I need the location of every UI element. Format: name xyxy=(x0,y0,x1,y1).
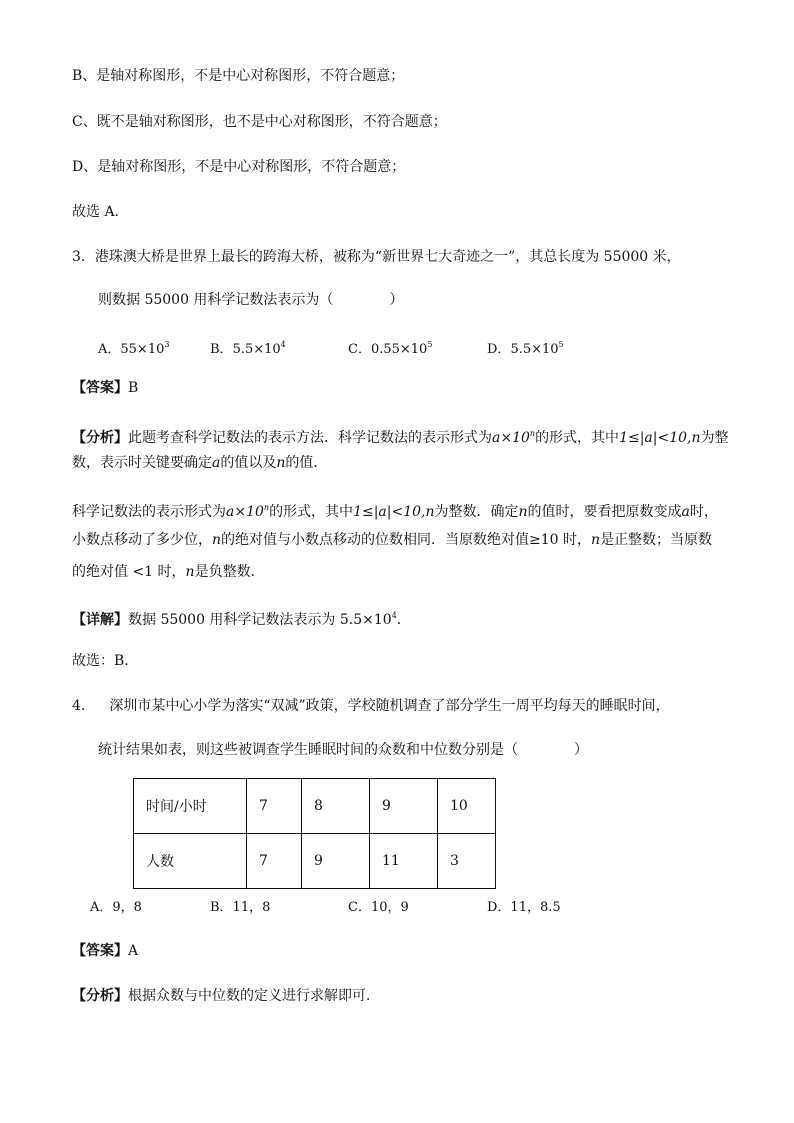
q3-analysis-line1: 【分析】此题考查科学记数法的表示方法．科学记数法的表示形式为$a\times 10^n$的形式，其中1≤|a|<10,n为整 xyxy=(72,429,729,446)
q3-answer: 【答案】B xyxy=(72,380,139,396)
table-cell: 3 xyxy=(438,834,496,889)
q3-analysis-line2: 数，表示时关键要确定a的值以及n的值． xyxy=(72,455,328,471)
q4-option-d: D．11，8.5 xyxy=(487,900,561,915)
q4-option-a: A．9，8 xyxy=(90,900,142,915)
table-cell: 时间/小时 xyxy=(134,779,247,834)
q3-option-a: A．$55\times 10^3$ xyxy=(98,340,170,357)
q3-option-c: C．$0.55\times 10^5$ xyxy=(348,340,433,357)
table-cell: 11 xyxy=(370,834,438,889)
table-cell: 8 xyxy=(302,779,370,834)
option-d-explanation: D、是轴对称图形，不是中心对称图形，不符合题意； xyxy=(72,159,406,175)
q4-stem-line1: 4. 深圳市某中心小学为落实“双减”政策，学校随机调查了部分学生一周平均每天的睡眠时间， xyxy=(72,698,670,714)
q3-body-line2: 小数点移动了多少位，n的绝对值与小数点移动的位数相同．当原数绝对值≥10 时，n是正整数；当原数 xyxy=(72,532,713,548)
q4-stem-line2: 统计结果如表，则这些被调查学生睡眠时间的众数和中位数分别是（ ） xyxy=(98,742,588,758)
table-cell: 9 xyxy=(370,779,438,834)
table-cell: 7 xyxy=(247,834,302,889)
sleep-time-table xyxy=(133,778,496,889)
prev-conclusion: 故选 A． xyxy=(72,204,129,220)
q3-detail: 【详解】数据 55000 用科学记数法表示为 $5.5\times 10^4$． xyxy=(72,611,411,628)
q4-answer: 【答案】A xyxy=(72,943,139,959)
q4-option-c: C．10，9 xyxy=(348,900,409,915)
q3-body-line1: 科学记数法的表示形式为$a\times 10^n$的形式，其中1≤|a|<10,n为整数．确定n的值时，要看把原数变成a时， xyxy=(72,503,718,520)
table-row xyxy=(134,834,496,889)
table-cell: 10 xyxy=(438,779,496,834)
q3-conclusion: 故选：B． xyxy=(72,653,139,669)
table-row xyxy=(134,779,496,834)
q3-option-b: B．$5.5\times 10^4$ xyxy=(210,340,286,357)
table-cell: 9 xyxy=(302,834,370,889)
q3-stem-line2: 则数据 55000 用科学记数法表示为（ ） xyxy=(98,292,404,308)
q3-stem-line1: 3．港珠澳大桥是世界上最长的跨海大桥，被称为“新世界七大奇迹之一”，其总长度为 55000 米， xyxy=(72,249,681,265)
option-b-explanation: B、是轴对称图形，不是中心对称图形，不符合题意； xyxy=(72,68,405,84)
q4-option-b: B．11，8 xyxy=(210,900,271,915)
option-c-explanation: C、既不是轴对称图形，也不是中心对称图形，不符合题意； xyxy=(72,114,447,130)
q3-option-d: D．$5.5\times 10^5$ xyxy=(487,340,564,357)
table-cell: 7 xyxy=(247,779,302,834)
q4-analysis: 【分析】根据众数与中位数的定义进行求解即可． xyxy=(72,988,380,1004)
q3-body-line3: 的绝对值 <1 时，n是负整数． xyxy=(72,564,265,580)
table-cell: 人数 xyxy=(134,834,247,889)
